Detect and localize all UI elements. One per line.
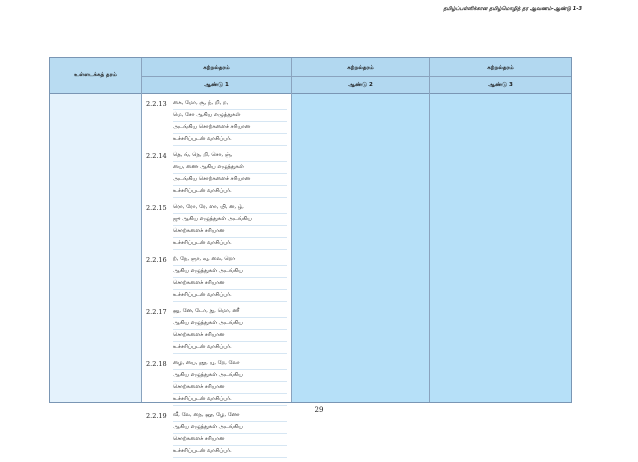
entry-text-line: ஆகிய எழுத்துகள் அடங்கிய [173, 422, 287, 434]
content-standard-header [50, 58, 141, 94]
entry-text-line: சொற்களைச் சரியான [173, 434, 287, 446]
entry-text-line: சொற்களைச் சரியான [173, 330, 287, 342]
entry-text-line: உச்சரிப்புடன் வாசிப்பர். [173, 342, 287, 354]
running-head: தமிழ்ப்பள்ளிக்கான தமிழ்மொழித் தர ஆவணம்-ஆண்டு 1-3 [443, 6, 582, 12]
entry-text-line: உச்சரிப்புடன் வாசிப்பர். [173, 290, 287, 302]
entry-text-line: ஆகிய எழுத்துகள் அடங்கிய [173, 318, 287, 330]
year-2-header [292, 58, 429, 94]
entry-text-line: உச்சரிப்புடன் வாசிப்பர். [173, 446, 287, 458]
entry-number: 2.2.19 [146, 412, 167, 420]
entry-text-line: ஆகிய எழுத்துகள் அடங்கிய [173, 370, 287, 382]
year-2-header-title: கற்றல்தரம் [347, 65, 374, 71]
learning-standard-entry [146, 150, 287, 198]
year-1-header [142, 58, 291, 94]
entry-text-line: உச்சரிப்புடன் வாசிப்பர். [173, 186, 287, 198]
year-2-header-subtitle: ஆண்டு 2 [348, 82, 373, 88]
learning-standard-entry [146, 358, 287, 406]
entry-text-line: தெ, ங், நெ, றி, சொ, ஞ், [173, 150, 287, 162]
entry-number: 2.2.15 [146, 204, 167, 212]
entry-text-line: ஜு ஆகிய எழுத்துகள் அடங்கிய [173, 214, 287, 226]
entry-text-line: சொற்களைச் சரியான [173, 226, 287, 238]
year-3-header [430, 58, 571, 94]
entry-text-line: சொற்களைச் சரியான [173, 278, 287, 290]
year-1-header-title: கற்றல்தரம் [203, 65, 230, 71]
entry-number: 2.2.14 [146, 152, 167, 160]
entry-number: 2.2.17 [146, 308, 167, 316]
learning-standard-entry [146, 202, 287, 250]
entry-text-line: கை, மோ, சூ, ந், றி, ற, [173, 98, 287, 110]
entry-text-line: ஆகிய எழுத்துகள் அடங்கிய [173, 266, 287, 278]
content-standard-header-label: உள்ளடக்கத் தரம் [74, 72, 117, 78]
year-3-header-subtitle: ஆண்டு 3 [488, 82, 513, 88]
content-standard-column [50, 58, 142, 402]
entry-text-line: அடங்கிய சொற்களைச் சரியான [173, 122, 287, 134]
entry-text-line: உச்சரிப்புடன் வாசிப்பர். [173, 134, 287, 146]
learning-standard-year-2-column [292, 58, 430, 402]
entry-text-line: ழை, யை, ஞூ, யு, றே, லோ [173, 358, 287, 370]
entry-text-line: வீ, லே, நை, னூ, ழே, னோ [173, 410, 287, 422]
learning-standard-entry [146, 254, 287, 302]
entry-text-line: ற், நே, ஞா, வு, லை, றொ [173, 254, 287, 266]
entry-text-line: ரொ, ரோ, ரே, ளா, யி, ன, ழ், [173, 202, 287, 214]
entry-text-line: அடங்கிய சொற்களைச் சரியான [173, 174, 287, 186]
year-3-header-title: கற்றல்தரம் [487, 65, 514, 71]
entry-text-line: யை, ணை ஆகிய எழுத்துகள் [173, 162, 287, 174]
entry-text-line: னு, னே, டோ, நு, மொ, ணீ [173, 306, 287, 318]
learning-standard-entry [146, 306, 287, 354]
entry-number: 2.2.16 [146, 256, 167, 264]
entry-text-line: உச்சரிப்புடன் வாசிப்பர். [173, 394, 287, 406]
entry-number: 2.2.18 [146, 360, 167, 368]
learning-standard-entry [146, 410, 287, 458]
entry-text-line: சொற்களைச் சரியான [173, 382, 287, 394]
entry-text-line: மெ, சோ ஆகிய எழுத்துகள் [173, 110, 287, 122]
page-number: 29 [314, 406, 324, 414]
learning-standard-entry [146, 98, 287, 146]
learning-standard-year-3-column [430, 58, 571, 402]
entry-number: 2.2.13 [146, 100, 167, 108]
learning-standard-year-1-column [142, 58, 292, 454]
entry-text-line: உச்சரிப்புடன் வாசிப்பர். [173, 238, 287, 250]
year-1-header-subtitle: ஆண்டு 1 [204, 82, 229, 88]
